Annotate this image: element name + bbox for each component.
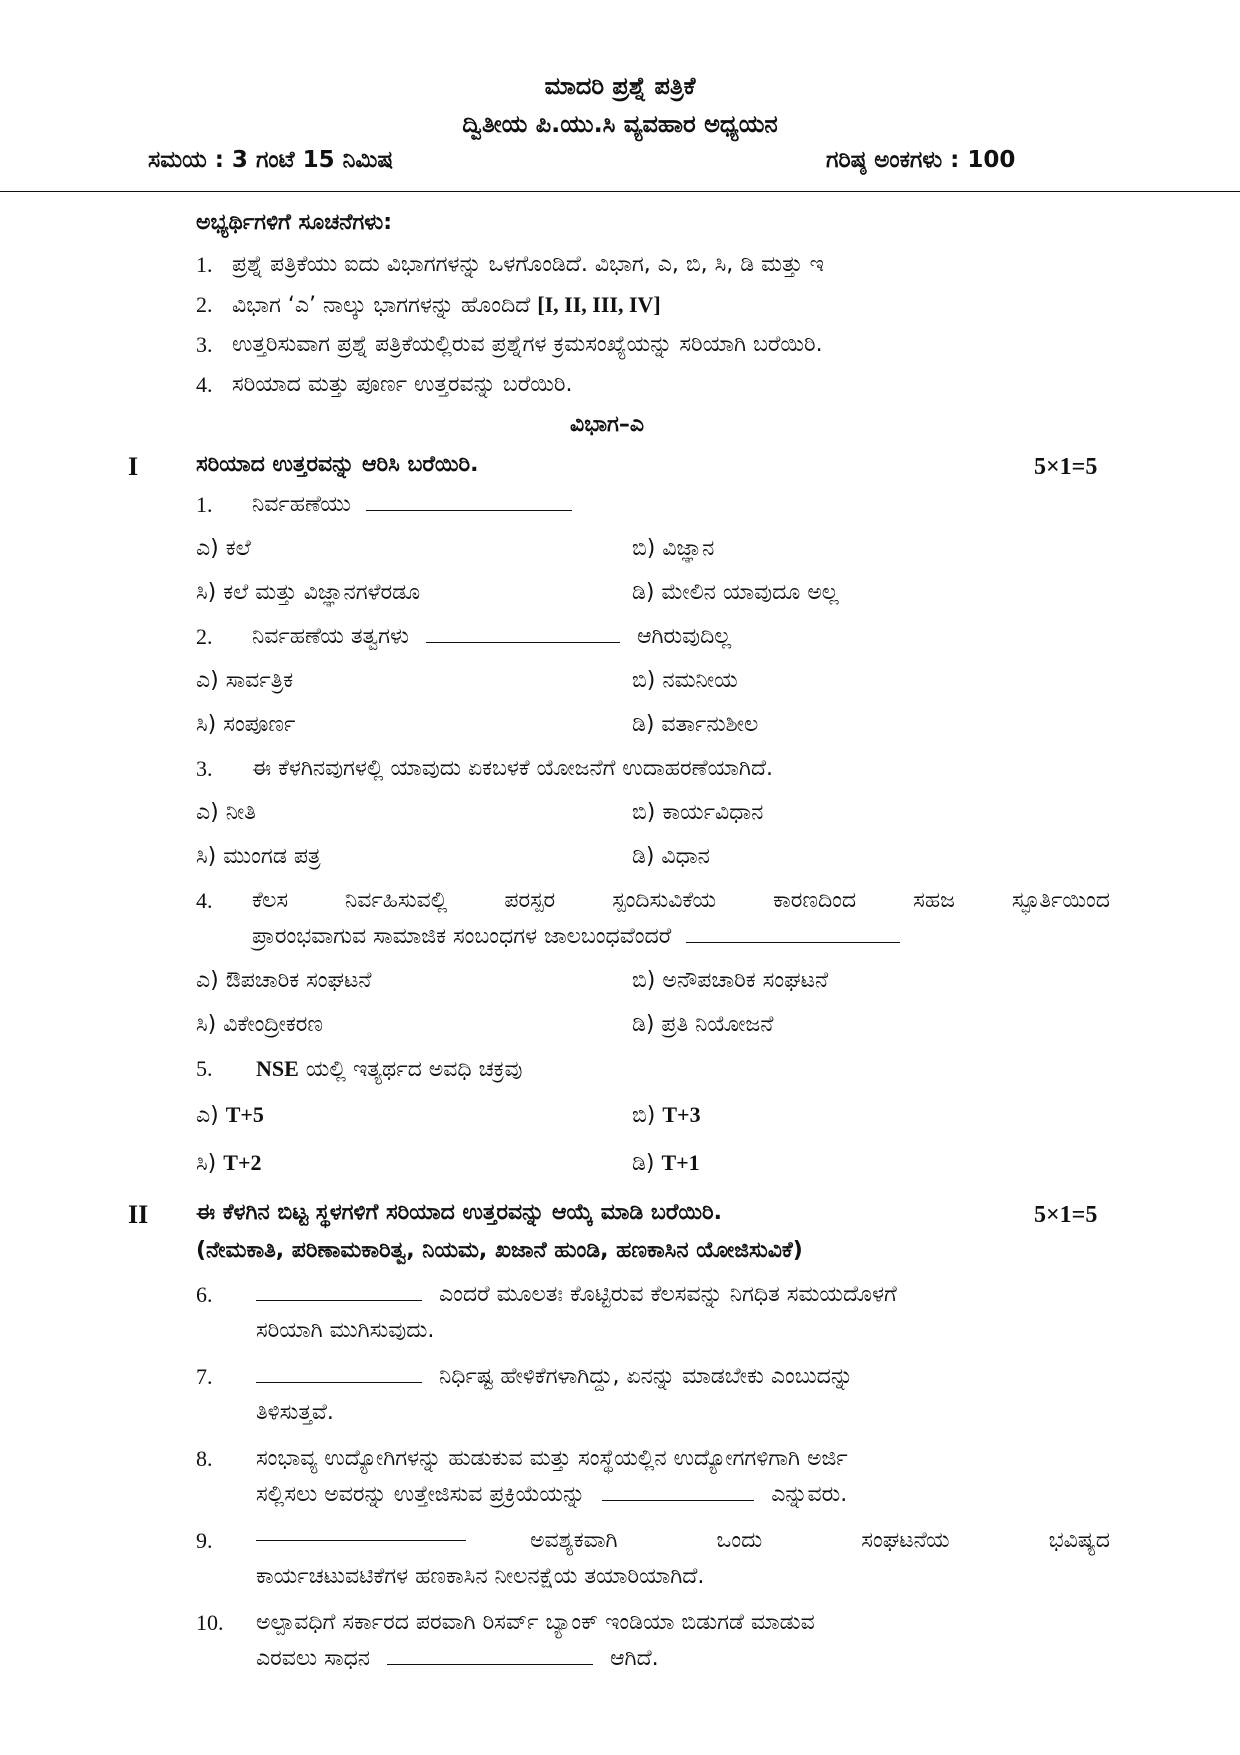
option-c: ಸಿ) ಕಲೆ ಮತ್ತು ವಿಜ್ಞಾನಗಳೆರಡೂ bbox=[196, 580, 421, 605]
answer-blank bbox=[686, 922, 900, 943]
question-text-line1: ಅವಶ್ಯಕವಾಗಿ ಒಂದು ಸಂಘಟನೆಯ ಭವಿಷ್ಯದ bbox=[530, 1528, 1110, 1553]
option-c-label: ಸಿ) bbox=[196, 1151, 217, 1176]
option-d-label: ಡಿ) bbox=[632, 1151, 655, 1176]
question-number: 4. bbox=[196, 888, 213, 913]
option-b: ಬಿ) ವಿಜ್ಞಾನ bbox=[632, 536, 715, 561]
exchange-name: NSE bbox=[256, 1056, 299, 1081]
answer-blank bbox=[256, 1362, 422, 1383]
question-stem: ಯಲ್ಲಿ ಇತ್ಯರ್ಥದ ಅವಧಿ ಚಕ್ರವು bbox=[305, 1057, 523, 1082]
question-number: 6. bbox=[196, 1282, 213, 1307]
option-d-value: T+1 bbox=[661, 1150, 700, 1175]
option-b: ಬಿ) ಅನೌಪಚಾರಿಕ ಸಂಘಟನೆ bbox=[632, 968, 829, 993]
option-b: ಬಿ) ಕಾರ್ಯವಿಧಾನ bbox=[632, 800, 764, 825]
option-d: ಡಿ) ವರ್ತಾನುಶೀಲ bbox=[632, 712, 759, 737]
question-text-line2 bbox=[256, 1644, 659, 1674]
option-a: ಎ) ಸಾರ್ವತ್ರಿಕ bbox=[196, 668, 294, 693]
question-stem: ಎಂದರೆ ಮೂಲತಃ ಕೊಟ್ಟಿರುವ ಕೆಲಸವನ್ನು ನಿಗಧಿತ ಸಮಯದೊಳಗೆ bbox=[439, 1282, 897, 1307]
answer-blank bbox=[426, 622, 620, 643]
question-number: 8. bbox=[196, 1446, 213, 1471]
option-c bbox=[196, 1148, 261, 1179]
part-roman-numeral: II bbox=[128, 1200, 149, 1229]
option-a: ಎ) ನೀತಿ bbox=[196, 800, 256, 825]
instruction-number: 2. bbox=[196, 292, 213, 317]
part-marks: 5×1=5 bbox=[1034, 454, 1098, 480]
question-stem: ನಿರ್ವಹಣೆಯು bbox=[252, 492, 351, 517]
question-text-line2: ಕಾರ್ಯಚಟುವಟಿಕೆಗಳ ಹಣಕಾಸಿನ ನೀಲನಕ್ಷೆಯ ತಯಾರಿಯಾಗಿದೆ. bbox=[256, 1564, 705, 1589]
page-title: ಮಾದರಿ ಪ್ರಶ್ನೆ ಪತ್ರಿಕೆ bbox=[544, 72, 696, 100]
question-text-line1 bbox=[256, 1280, 897, 1310]
option-a-label: ಎ) bbox=[196, 1103, 219, 1128]
part-heading: ಸರಿಯಾದ ಉತ್ತರವನ್ನು ಆರಿಸಿ ಬರೆಯಿರಿ. bbox=[196, 452, 479, 477]
question-stem-end: ಆಗಿದೆ. bbox=[610, 1646, 659, 1671]
question-number: 9. bbox=[196, 1528, 213, 1553]
exam-duration: ಸಮಯ : 3 ಗಂಟೆ 15 ನಿಮಿಷ bbox=[148, 147, 393, 173]
instruction-parts: [I, II, III, IV] bbox=[537, 292, 661, 317]
question-text-line2: ತಿಳಿಸುತ್ತವೆ. bbox=[256, 1400, 334, 1425]
option-d: ಡಿ) ವಿಧಾನ bbox=[632, 844, 710, 869]
question-text-line1: ಸಂಭಾವ್ಯ ಉದ್ಯೋಗಿಗಳನ್ನು ಹುಡುಕುವ ಮತ್ತು ಸಂಸ್ಥೆಯಲ್ಲಿನ ಉದ್ಯೋಗಗಳಿಗಾಗಿ ಅರ್ಜಿ bbox=[256, 1446, 848, 1471]
option-a-value: T+5 bbox=[225, 1102, 264, 1127]
answer-blank bbox=[387, 1644, 593, 1665]
option-b: ಬಿ) ನಮನೀಯ bbox=[632, 668, 738, 693]
instruction-text: ಪ್ರಶ್ನೆ ಪತ್ರಿಕೆಯು ಐದು ವಿಭಾಗಗಳನ್ನು ಒಳಗೊಂಡಿದೆ. ವಿಭಾಗ, ಎ, ಬಿ, ಸಿ, ಡಿ ಮತ್ತು ಇ bbox=[232, 252, 824, 277]
instruction-text: ಉತ್ತರಿಸುವಾಗ ಪ್ರಶ್ನೆ ಪತ್ರಿಕೆಯಲ್ಲಿರುವ ಪ್ರಶ್ನೆಗಳ ಕ್ರಮಸಂಖ್ಯೆಯನ್ನು ಸರಿಯಾಗಿ ಬರೆಯಿರಿ. bbox=[232, 332, 823, 357]
instruction-number: 1. bbox=[196, 252, 213, 277]
question-number: 1. bbox=[196, 492, 213, 517]
option-d: ಡಿ) ಪ್ರತಿ ನಿಯೋಜನೆ bbox=[632, 1012, 774, 1037]
option-a bbox=[196, 1100, 264, 1131]
max-marks: ಗರಿಷ್ಠ ಅಂಕಗಳು : 100 bbox=[826, 147, 1016, 173]
answer-blank bbox=[256, 1280, 422, 1301]
question-stem-end: ಆಗಿರುವುದಿಲ್ಲ bbox=[636, 624, 732, 649]
question-stem: ಪ್ರಾರಂಭವಾಗುವ ಸಾಮಾಜಿಕ ಸಂಬಂಧಗಳ ಜಾಲಬಂಧವೆಂದರೆ bbox=[252, 924, 672, 949]
question-stem: ನಿರ್ಧಿಷ್ಟ ಹೇಳಿಕೆಗಳಾಗಿದ್ದು, ಏನನ್ನು ಮಾಡಬೇಕು ಎಂಬುದನ್ನು bbox=[439, 1364, 854, 1389]
header-divider bbox=[0, 191, 1240, 192]
instruction-number: 3. bbox=[196, 332, 213, 357]
instructions-heading: ಅಭ್ಯರ್ಥಿಗಳಿಗೆ ಸೂಚನೆಗಳು: bbox=[196, 210, 392, 235]
part-heading: ಈ ಕೆಳಗಿನ ಬಿಟ್ಟ ಸ್ಥಳಗಳಿಗೆ ಸರಿಯಾದ ಉತ್ತರವನ್ನು ಆಯ್ಕೆ ಮಾಡಿ ಬರೆಯಿರಿ. bbox=[196, 1200, 722, 1225]
instruction-text: ಸರಿಯಾದ ಮತ್ತು ಪೂರ್ಣ ಉತ್ತರವನ್ನು ಬರೆಯಿರಿ. bbox=[232, 372, 573, 397]
question-text bbox=[252, 622, 731, 652]
instruction-text-main: ವಿಭಾಗ ‘ಎ’ ನಾಲ್ಕು ಭಾಗಗಳನ್ನು ಹೊಂದಿದೆ bbox=[232, 293, 531, 318]
question-text bbox=[252, 490, 572, 520]
question-stem-end: ಎನ್ನುವರು. bbox=[771, 1482, 848, 1507]
option-a: ಎ) ಔಪಚಾರಿಕ ಸಂಘಟನೆ bbox=[196, 968, 372, 993]
part-marks: 5×1=5 bbox=[1034, 1202, 1098, 1228]
question-number: 10. bbox=[196, 1610, 224, 1635]
question-text-line2 bbox=[252, 922, 900, 952]
answer-blank bbox=[256, 1540, 466, 1541]
option-a: ಎ) ಕಲೆ bbox=[196, 536, 251, 561]
question-text-line1 bbox=[256, 1362, 853, 1392]
question-text-line1: ಕೆಲಸ ನಿರ್ವಹಿಸುವಲ್ಲಿ ಪರಸ್ಪರ ಸ್ಪಂದಿಸುವಿಕೆಯ ಕಾರಣದಿಂದ ಸಹಜ ಸ್ಫೂರ್ತಿಯಿಂದ bbox=[252, 888, 1110, 913]
option-b-label: ಬಿ) bbox=[632, 1103, 656, 1128]
part-roman-numeral: I bbox=[128, 452, 139, 481]
option-b bbox=[632, 1100, 701, 1131]
page-subtitle: ದ್ವಿತೀಯ ಪಿ.ಯು.ಸಿ ವ್ಯವಹಾರ ಅಧ್ಯಯನ bbox=[462, 110, 778, 138]
question-number: 3. bbox=[196, 756, 213, 781]
option-b-value: T+3 bbox=[662, 1102, 701, 1127]
option-c: ಸಿ) ಮುಂಗಡ ಪತ್ರ bbox=[196, 844, 321, 869]
answer-blank bbox=[602, 1480, 754, 1501]
question-text bbox=[256, 1054, 522, 1085]
question-stem: ಸಲ್ಲಿಸಲು ಅವರನ್ನು ಉತ್ತೇಜಿಸುವ ಪ್ರಕ್ರಿಯೆಯನ್ನು bbox=[256, 1482, 586, 1507]
option-c: ಸಿ) ಸಂಪೂರ್ಣ bbox=[196, 712, 296, 737]
instruction-text bbox=[232, 290, 661, 321]
question-number: 5. bbox=[196, 1056, 213, 1081]
answer-blank bbox=[366, 490, 572, 511]
question-text: ಈ ಕೆಳಗಿನವುಗಳಲ್ಲಿ ಯಾವುದು ಏಕಬಳಕೆ ಯೋಜನೆಗೆ ಉದಾಹರಣೆಯಾಗಿದೆ. bbox=[252, 756, 774, 781]
question-stem: ನಿರ್ವಹಣೆಯ ತತ್ವಗಳು bbox=[252, 624, 409, 649]
option-c: ಸಿ) ವಿಕೇಂದ್ರೀಕರಣ bbox=[196, 1012, 323, 1037]
question-text-line2 bbox=[256, 1480, 847, 1510]
instruction-number: 4. bbox=[196, 372, 213, 397]
question-text-line2: ಸರಿಯಾಗಿ ಮುಗಿಸುವುದು. bbox=[256, 1318, 435, 1343]
question-text-line1: ಅಲ್ಪಾವಧಿಗೆ ಸರ್ಕಾರದ ಪರವಾಗಿ ರಿಸರ್ವ್ ಬ್ಯಾಂಕ್ ಇಂಡಿಯಾ ಬಿಡುಗಡೆ ಮಾಡುವ bbox=[256, 1610, 815, 1635]
question-stem: ಎರವಲು ಸಾಧನ bbox=[256, 1646, 371, 1671]
section-a-title: ವಿಭಾಗ–ಎ bbox=[570, 412, 645, 437]
question-number: 7. bbox=[196, 1364, 213, 1389]
question-number: 2. bbox=[196, 624, 213, 649]
option-d: ಡಿ) ಮೇಲಿನ ಯಾವುದೂ ಅಲ್ಲ bbox=[632, 580, 839, 605]
option-c-value: T+2 bbox=[223, 1150, 262, 1175]
option-d bbox=[632, 1148, 700, 1179]
answer-options-list: (ನೇಮಕಾತಿ, ಪರಿಣಾಮಕಾರಿತ್ವ, ನಿಯಮ, ಖಜಾನೆ ಹುಂಡಿ, ಹಣಕಾಸಿನ ಯೋಜಿಸುವಿಕೆ) bbox=[196, 1238, 803, 1263]
